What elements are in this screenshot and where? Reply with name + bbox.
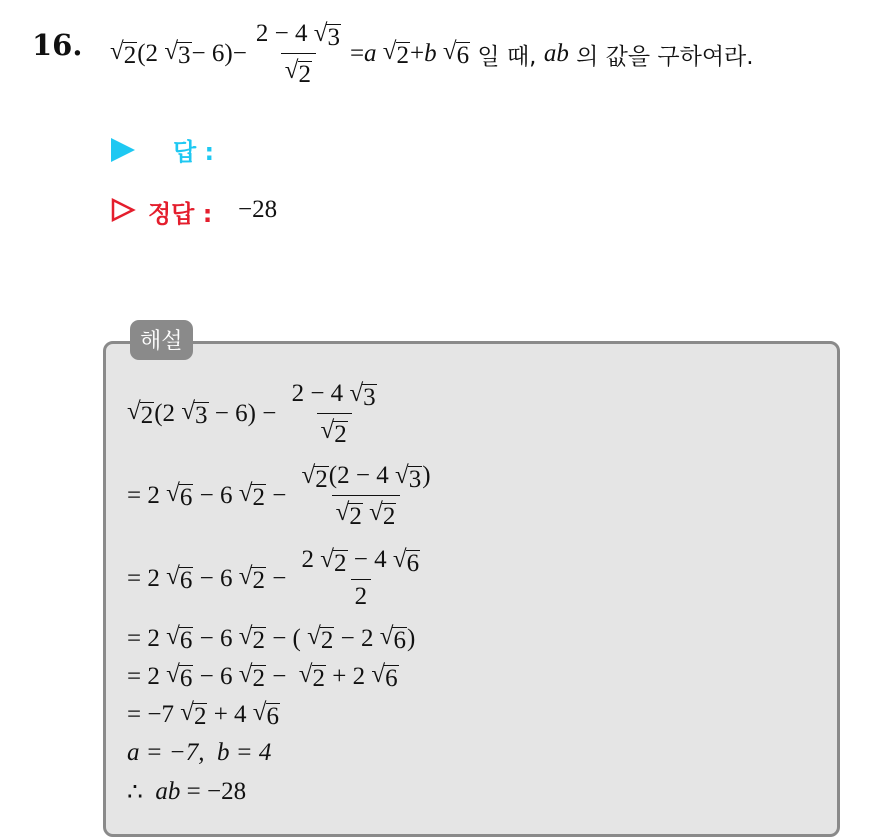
- solution-step-3: = 2 √ 6 − 6 √ 2 − 2 √ 2 − 4 √ 6 2: [127, 546, 420, 611]
- solution-step-6: = −7 √ 2 + 4 √ 6: [127, 699, 280, 730]
- solution-step-4: = 2 √ 6 − 6 √ 2 − ( √ 2 − 2 √ 6 ): [127, 623, 416, 654]
- solution-step-5: = 2 √ 6 − 6 √ 2 − √ 2 + 2 √ 6: [127, 661, 398, 692]
- fraction: 2 − 4 √ 3 √ 2: [255, 20, 340, 89]
- correct-answer-value: −28: [238, 196, 278, 223]
- solution-step-2: = 2 √ 6 − 6 √ 2 − √ 2 (2 − 4 √ 3 ) √ 2 √ 2: [127, 462, 431, 531]
- question-number: 16.: [32, 28, 83, 62]
- solution-step-8: ∴ ab = −28: [127, 778, 247, 806]
- correct-answer-label: 정답 :: [148, 200, 213, 228]
- solution-step-1: √ 2 (2 √ 3 − 6) − 2 − 4 √ 3 √ 2: [127, 380, 376, 449]
- solution-tag: 해설: [130, 320, 193, 360]
- solution-step-7: a = −7, b = 4: [127, 739, 272, 766]
- answer-marker-icon: [111, 138, 135, 162]
- question-statement: √ 2 (2 √ 3 − 6) − 2 − 4 √ 3 √ 2 = a √ 2 + b √ 6 일 때, ab 의 값을 구하여라.: [110, 20, 754, 89]
- answer-label: 답 :: [173, 138, 215, 166]
- sqrt-2: √ 2: [110, 38, 137, 70]
- correct-answer-marker-icon: [110, 197, 136, 223]
- answer-field[interactable]: [230, 132, 430, 162]
